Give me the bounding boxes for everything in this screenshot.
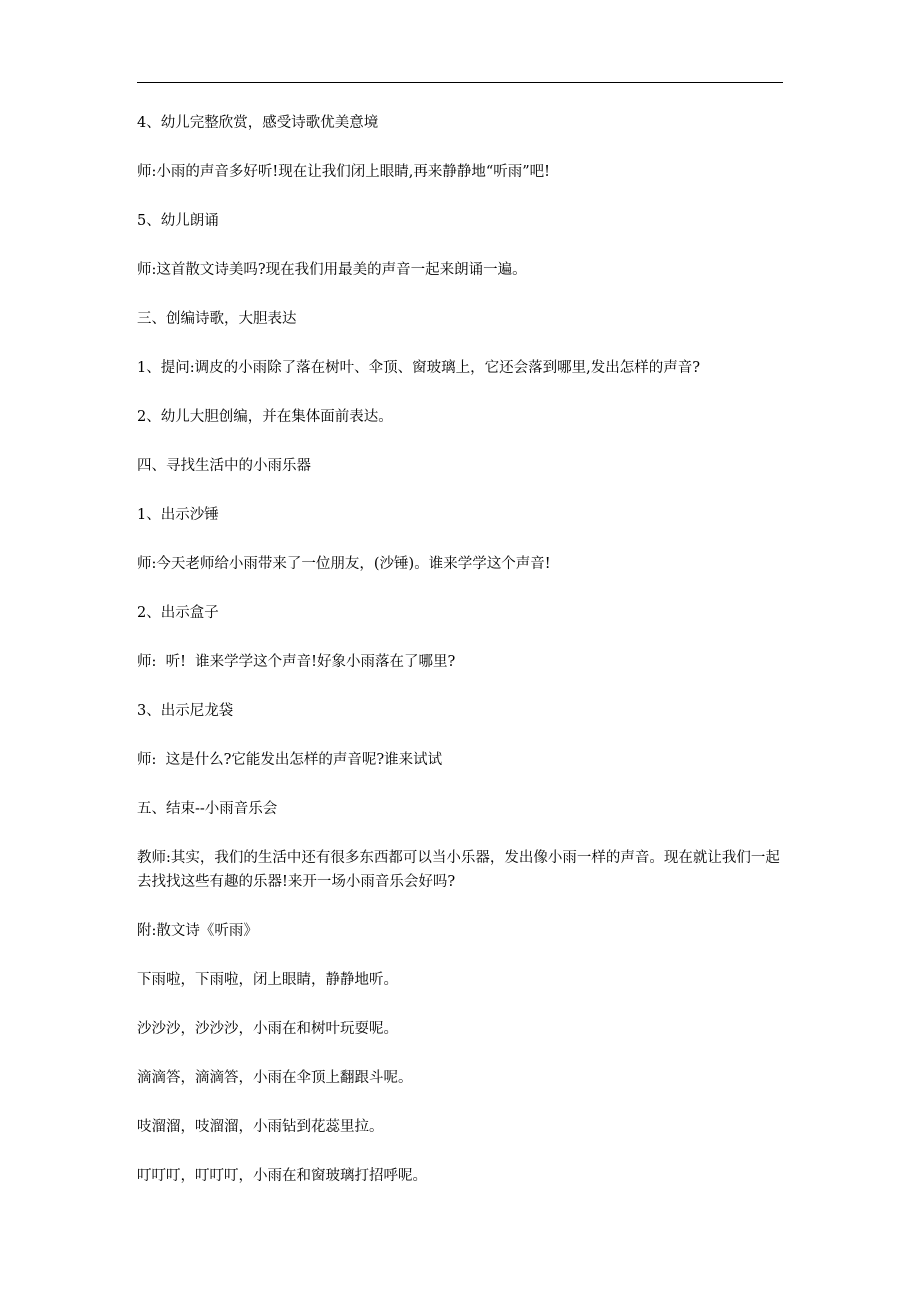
step-heading: 1、提问:调皮的小雨除了落在树叶、伞顶、窗玻璃上，它还会落到哪里,发出怎样的声音? [137,360,700,376]
teacher-line: 师: 听! 谁来学学这个声音!好象小雨落在了哪里? [137,654,456,670]
document-body [137,111,787,1213]
poem-line: 叮叮叮，叮叮叮，小雨在和窗玻璃打招呼呢。 [137,1168,427,1184]
teacher-line: 师: 这是什么?它能发出怎样的声音呢?谁来试试 [137,752,443,768]
poem-line: 滴滴答，滴滴答，小雨在伞顶上翻跟斗呢。 [137,1070,413,1086]
poem-line: 下雨啦，下雨啦，闭上眼睛，静静地听。 [137,972,398,988]
step-heading: 1、出示沙锤 [137,507,219,523]
teacher-closing-line: 教师:其实，我们的生活中还有很多东西都可以当小乐器，发出像小雨一样的声音。现在就让我们一起去找找这些有趣的乐器!来开一场小雨音乐会好吗? [137,850,780,890]
section-heading: 四、寻找生活中的小雨乐器 [137,458,311,474]
poem-line: 沙沙沙，沙沙沙，小雨在和树叶玩耍呢。 [137,1021,398,1037]
step-heading: 3、出示尼龙袋 [137,703,234,719]
teacher-line: 师:今天老师给小雨带来了一位朋友，(沙锤)。谁来学学这个声音! [137,556,551,572]
teacher-line: 师:这首散文诗美吗?现在我们用最美的声音一起来朗诵一遍。 [137,262,527,278]
step-heading: 5、幼儿朗诵 [137,213,219,229]
section-heading: 五、结束--小雨音乐会 [137,801,278,817]
header-rule [137,82,783,83]
teacher-line: 师:小雨的声音多好听!现在让我们闭上眼睛,再来静静地“听雨”吧! [137,164,550,180]
poem-line: 吱溜溜，吱溜溜，小雨钻到花蕊里拉。 [137,1119,384,1135]
section-heading: 三、创编诗歌，大胆表达 [137,311,297,327]
step-heading: 2、幼儿大胆创编，并在集体面前表达。 [137,409,393,425]
step-heading: 2、出示盒子 [137,605,219,621]
step-heading: 4、幼儿完整欣赏，感受诗歌优美意境 [137,115,379,131]
appendix-title: 附:散文诗《听雨》 [137,923,258,939]
